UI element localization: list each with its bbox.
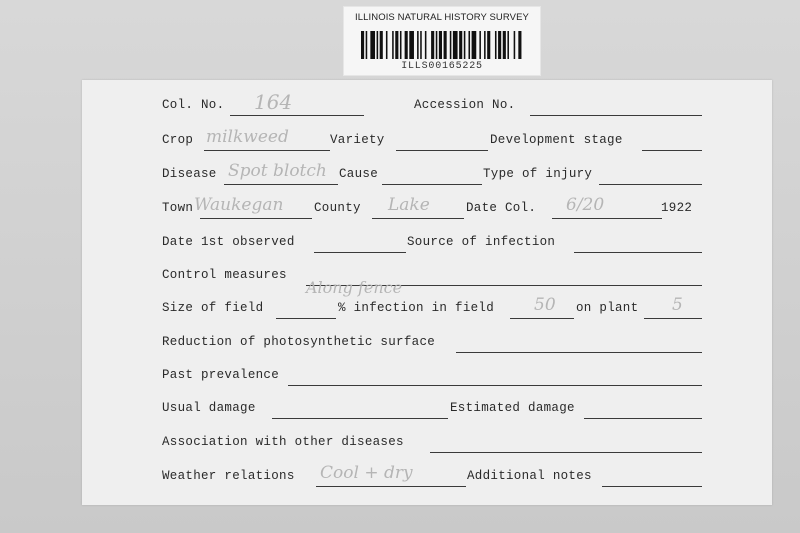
control-measures-label: Control measures [162, 268, 287, 282]
additional-notes-line [602, 486, 702, 487]
row-usual-damage [82, 401, 772, 421]
barcode-icon [361, 31, 523, 59]
percent-infection-value: 50 [534, 295, 556, 315]
date-first-observed-line [314, 252, 406, 253]
year-printed: 1922 [661, 201, 693, 215]
size-of-field-label: Size of field [162, 301, 264, 315]
variety-label: Variety [330, 133, 385, 147]
size-of-field-line [276, 318, 336, 319]
past-prevalence-line [288, 385, 702, 386]
past-prevalence-label: Past prevalence [162, 368, 280, 382]
row-date-first-observed [82, 235, 772, 255]
development-stage-line [642, 150, 702, 151]
accession-no-line [530, 115, 702, 116]
reduction-line [456, 352, 702, 353]
barcode-label [343, 6, 541, 76]
type-of-injury-label: Type of injury [483, 167, 593, 181]
association-label: Association with other diseases [162, 435, 404, 449]
variety-line [396, 150, 488, 151]
row-reduction [82, 335, 772, 355]
row-col-no [82, 90, 772, 118]
institution-name: ILLINOIS NATURAL HISTORY SURVEY [355, 12, 529, 23]
estimated-damage-line [584, 418, 702, 419]
usual-damage-label: Usual damage [162, 401, 256, 415]
row-crop [82, 127, 772, 153]
date-col-value: 6/20 [566, 195, 605, 215]
catalog-number: ILLS00165225 [401, 61, 483, 72]
town-label: Town [162, 201, 194, 215]
cause-label: Cause [339, 167, 379, 181]
control-measures-value: Along fence [306, 278, 403, 297]
col-no-label: Col. No. [162, 98, 225, 112]
disease-line [224, 184, 338, 185]
accession-no-label: Accession No. [414, 98, 516, 112]
source-of-infection-label: Source of infection [407, 235, 556, 249]
row-association [82, 435, 772, 455]
disease-label: Disease [162, 167, 217, 181]
date-col-line [552, 218, 662, 219]
crop-value: milkweed [206, 127, 289, 147]
row-past-prevalence [82, 368, 772, 388]
county-line [372, 218, 464, 219]
row-control-measures [82, 268, 772, 297]
on-plant-value: 5 [672, 295, 683, 315]
crop-label: Crop [162, 133, 194, 147]
weather-relations-label: Weather relations [162, 469, 295, 483]
disease-value: Spot blotch [228, 161, 327, 181]
date-col-label: Date Col. [466, 201, 537, 215]
development-stage-label: Development stage [490, 133, 623, 147]
percent-infection-line [510, 318, 574, 319]
weather-relations-value: Cool + dry [320, 463, 413, 483]
date-first-observed-label: Date 1st observed [162, 235, 295, 249]
town-line [200, 218, 312, 219]
on-plant-line [644, 318, 702, 319]
source-of-infection-line [574, 252, 702, 253]
additional-notes-label: Additional notes [467, 469, 592, 483]
cause-line [382, 184, 482, 185]
county-value: Lake [388, 195, 430, 215]
type-of-injury-line [599, 184, 702, 185]
town-value: Waukegan [194, 195, 284, 215]
row-town [82, 195, 772, 221]
crop-line [204, 150, 330, 151]
usual-damage-line [272, 418, 448, 419]
county-label: County [314, 201, 361, 215]
row-size-of-field [82, 295, 772, 321]
percent-infection-label: % infection in field [338, 301, 495, 315]
disease-record-card [82, 80, 772, 505]
col-no-value: 164 [254, 90, 293, 114]
on-plant-label: on plant [576, 301, 639, 315]
reduction-label: Reduction of photosynthetic surface [162, 335, 436, 349]
estimated-damage-label: Estimated damage [450, 401, 575, 415]
association-line [430, 452, 702, 453]
weather-relations-line [316, 486, 466, 487]
col-no-line [230, 115, 364, 116]
row-disease [82, 161, 772, 187]
row-weather-relations [82, 463, 772, 489]
